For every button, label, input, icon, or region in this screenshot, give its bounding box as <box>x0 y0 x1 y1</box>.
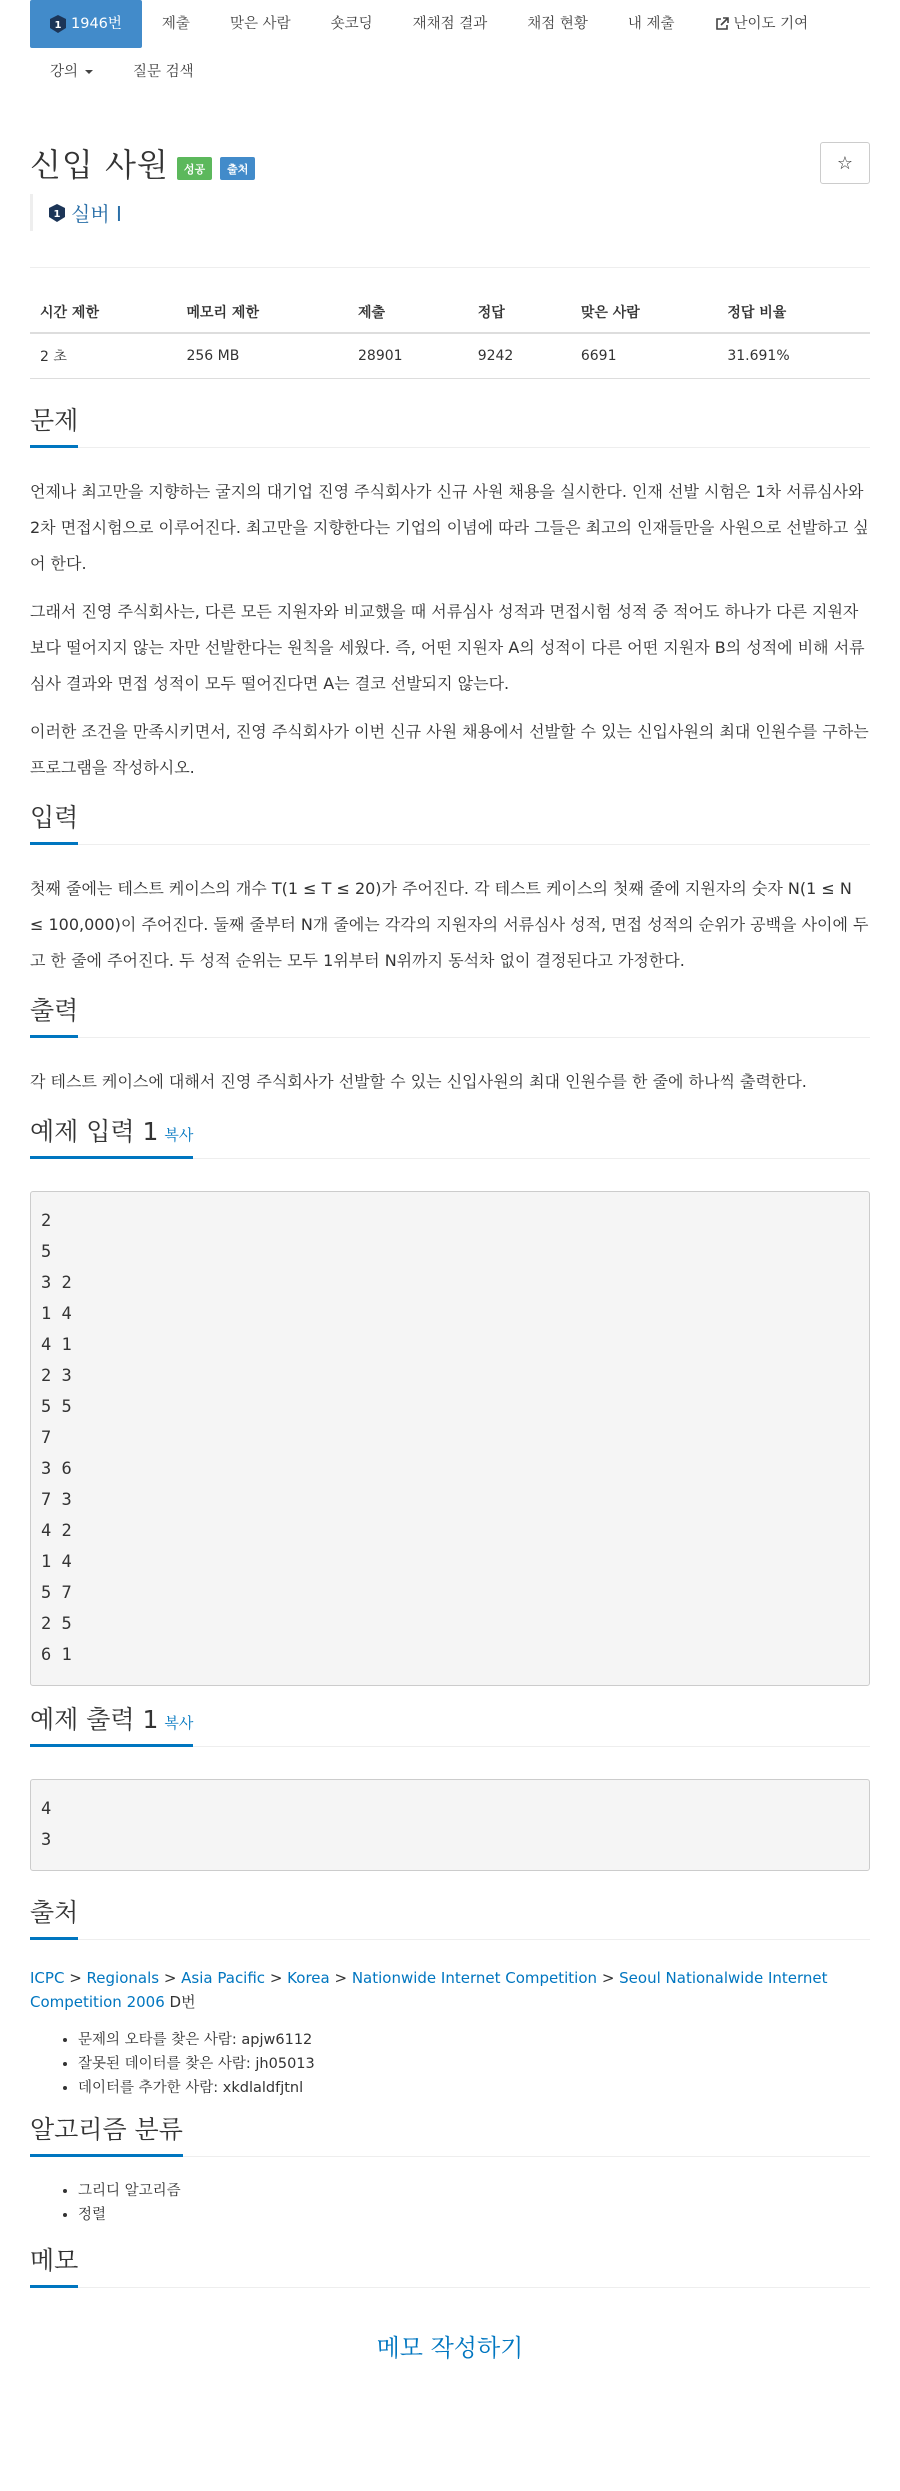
source-link-icpc[interactable]: ICPC <box>30 1969 65 1987</box>
source-breadcrumb <box>30 1966 870 2014</box>
list-item <box>78 2052 870 2076</box>
problem-menu <box>30 0 870 96</box>
memo-section <box>30 2328 870 2363</box>
description-paragraph: 이러한 조건을 만족시키면서, 진영 주식회사가 이번 신규 사원 채용에서 선발할 수 있는 신입사원의 최대 인원수를 구하는 프로그램을 작성하시오. <box>30 722 869 777</box>
list-item <box>78 2203 870 2227</box>
problem-description <box>30 474 870 786</box>
nav-question-search[interactable]: 질문 검색 <box>133 64 194 80</box>
header-memory-limit: 메모리 제한 <box>176 292 348 333</box>
output-text: 각 테스트 케이스에 대해서 진영 주식회사가 선발할 수 있는 신입사원의 최대 인원수를 한 줄에 하나씩 출력한다. <box>30 1072 807 1091</box>
header-accepted: 정답 <box>468 292 571 333</box>
sample-input-title: 예제 입력 1 <box>30 1117 159 1146</box>
section-title <box>30 1700 193 1747</box>
tier-badge-icon <box>50 15 66 33</box>
sample-output-title: 예제 출력 1 <box>30 1705 159 1734</box>
problem-title: 신입 사원 <box>30 146 169 184</box>
sample-output-heading <box>30 1700 870 1747</box>
nav-difficulty-contribution[interactable] <box>695 0 829 48</box>
list-item <box>78 2076 870 2100</box>
nav-problem-number-label: 1946번 <box>71 16 122 32</box>
source-heading <box>30 1893 870 1940</box>
nav-lecture-label: 강의 <box>50 64 79 80</box>
table-row <box>30 333 870 379</box>
title-line <box>30 140 870 186</box>
source-link-regionals[interactable]: Regionals <box>86 1969 160 1987</box>
section-title: 입력 <box>30 798 78 845</box>
source-link-korea[interactable]: Korea <box>287 1969 330 1987</box>
value-time-limit: 2 초 <box>30 333 176 379</box>
problem-info-table <box>30 292 870 379</box>
list-item <box>78 2028 870 2052</box>
source-credits <box>78 2028 870 2100</box>
nav-submit[interactable]: 제출 <box>161 16 190 32</box>
header-accept-ratio: 정답 비율 <box>717 292 870 333</box>
credit-user-link[interactable]: jh05013 <box>255 2056 315 2072</box>
algorithm-tags <box>78 2179 870 2227</box>
header-submissions: 제출 <box>348 292 468 333</box>
description-paragraph: 언제나 최고만을 지향하는 굴지의 대기업 진영 주식회사가 신규 사원 채용을 실시한다. 인재 선발 시험은 1차 서류심사와 2차 면접시험으로 이루어진다. 최고만을 지향한다는 기업의 이념에 따라 그들은 최고의 인재들만을 사원으로 선발하고 싶어 한다. <box>30 482 869 573</box>
svg-text:1: 1 <box>53 208 61 220</box>
output-heading <box>30 991 870 1038</box>
algorithm-tag-link[interactable]: 정렬 <box>78 2207 107 2223</box>
description-heading <box>30 401 870 448</box>
tier-label: 실버 I <box>71 202 122 226</box>
input-text: 첫째 줄에는 테스트 케이스의 개수 T(1 ≤ T ≤ 20)가 주어진다. 각 테스트 케이스의 첫째 줄에 지원자의 숫자 N(1 ≤ N ≤ 100,000)이 주어진다. 둘째 줄부터 N개 줄에는 각각의 지원자의 서류심사 성적, 면접 성적의 순위가 공백을 사이에 두고 한 줄에 주어진다. 두 성적 순위는 모두 1위부터 N위까지 동석차 없이 결정된다고 가정한다. <box>30 879 869 970</box>
nav-lecture-dropdown[interactable] <box>30 48 113 96</box>
value-accepted: 9242 <box>468 333 571 379</box>
caret-down-icon <box>85 70 93 74</box>
copy-sample-output-button[interactable]: 복사 <box>164 1714 194 1732</box>
svg-text:1: 1 <box>54 20 62 31</box>
value-accepted-users: 6691 <box>571 333 717 379</box>
source-badge[interactable]: 출처 <box>220 157 255 180</box>
credit-label: 잘못된 데이터를 찾은 사람: <box>78 2056 256 2072</box>
sample-input-heading <box>30 1112 870 1159</box>
memo-heading <box>30 2241 870 2288</box>
source-separator: > <box>265 1969 288 1987</box>
write-memo-link[interactable]: 메모 작성하기 <box>376 2334 524 2362</box>
nav-short-coding[interactable]: 숏코딩 <box>330 16 373 32</box>
nav-problem-number[interactable] <box>30 0 142 48</box>
section-title <box>30 1112 193 1159</box>
header-accepted-users: 맞은 사람 <box>571 292 717 333</box>
source-separator: > <box>329 1969 352 1987</box>
sample-input: 2 5 3 2 1 4 4 1 2 3 5 5 7 3 6 7 3 4 2 1 4 5 7 2 5 6 1 <box>30 1191 870 1686</box>
source-separator: > <box>597 1969 620 1987</box>
nav-rejudge-results[interactable]: 재채점 결과 <box>412 16 488 32</box>
source-link-nationwide[interactable]: Nationwide Internet Competition <box>351 1969 598 1987</box>
nav-my-submissions[interactable]: 내 제출 <box>627 16 675 32</box>
source-separator: > <box>159 1969 182 1987</box>
problem-input <box>30 871 870 979</box>
credit-label: 데이터를 추가한 사람: <box>78 2080 223 2096</box>
header-time-limit: 시간 제한 <box>30 292 176 333</box>
credit-label: 문제의 오타를 찾은 사람: <box>78 2032 242 2048</box>
input-heading <box>30 798 870 845</box>
success-badge: 성공 <box>177 157 212 180</box>
credit-user-link[interactable]: apjw6112 <box>241 2032 313 2048</box>
credit-user-link[interactable]: xkdlaldfjtnl <box>222 2080 304 2096</box>
nav-status[interactable]: 채점 현황 <box>527 16 588 32</box>
source-separator: > <box>64 1969 87 1987</box>
section-title: 문제 <box>30 401 78 448</box>
source-link-seoul-2006[interactable]: Seoul Nationalwide Internet Competition 2006 <box>30 1969 828 2011</box>
source-link-asia-pacific[interactable]: Asia Pacific <box>181 1969 266 1987</box>
section-title: 메모 <box>30 2241 78 2288</box>
nav-difficulty-label: 난이도 기여 <box>733 16 809 32</box>
value-submissions: 28901 <box>348 333 468 379</box>
problem-tier[interactable] <box>30 194 870 231</box>
tier-badge-icon <box>49 204 65 222</box>
star-icon: ☆ <box>836 152 854 174</box>
copy-sample-input-button[interactable]: 복사 <box>164 1126 194 1144</box>
algorithm-tag-link[interactable]: 그리디 알고리즘 <box>78 2183 181 2199</box>
problem-output <box>30 1064 870 1100</box>
description-paragraph: 그래서 진영 주식회사는, 다른 모든 지원자와 비교했을 때 서류심사 성적과 면접시험 성적 중 적어도 하나가 다른 지원자보다 떨어지지 않는 자만 선발한다는 원칙을 세웠다. 즉, 어떤 지원자 A의 성적이 다른 어떤 지원자 B의 성적에 비해 서류 심사 결과와 면접 성적이 모두 떨어진다면 A는 결코 선발되지 않는다. <box>30 602 865 693</box>
section-title: 알고리즘 분류 <box>30 2110 183 2157</box>
section-title: 출처 <box>30 1893 78 1940</box>
section-title: 출력 <box>30 991 78 1038</box>
algorithm-heading <box>30 2110 870 2157</box>
table-header-row <box>30 292 870 333</box>
nav-accepted-users[interactable]: 맞은 사람 <box>229 16 291 32</box>
value-memory-limit: 256 MB <box>176 333 348 379</box>
divider <box>30 267 870 268</box>
star-button[interactable] <box>820 142 870 184</box>
problem-header <box>30 140 870 268</box>
external-link-icon <box>715 17 729 31</box>
problem-menu-row-1 <box>30 0 870 48</box>
list-item <box>78 2179 870 2203</box>
value-accept-ratio: 31.691% <box>717 333 870 379</box>
problem-menu-row-2 <box>30 48 870 96</box>
sample-output: 4 3 <box>30 1779 870 1871</box>
source-problem-suffix: D번 <box>164 1993 196 2011</box>
